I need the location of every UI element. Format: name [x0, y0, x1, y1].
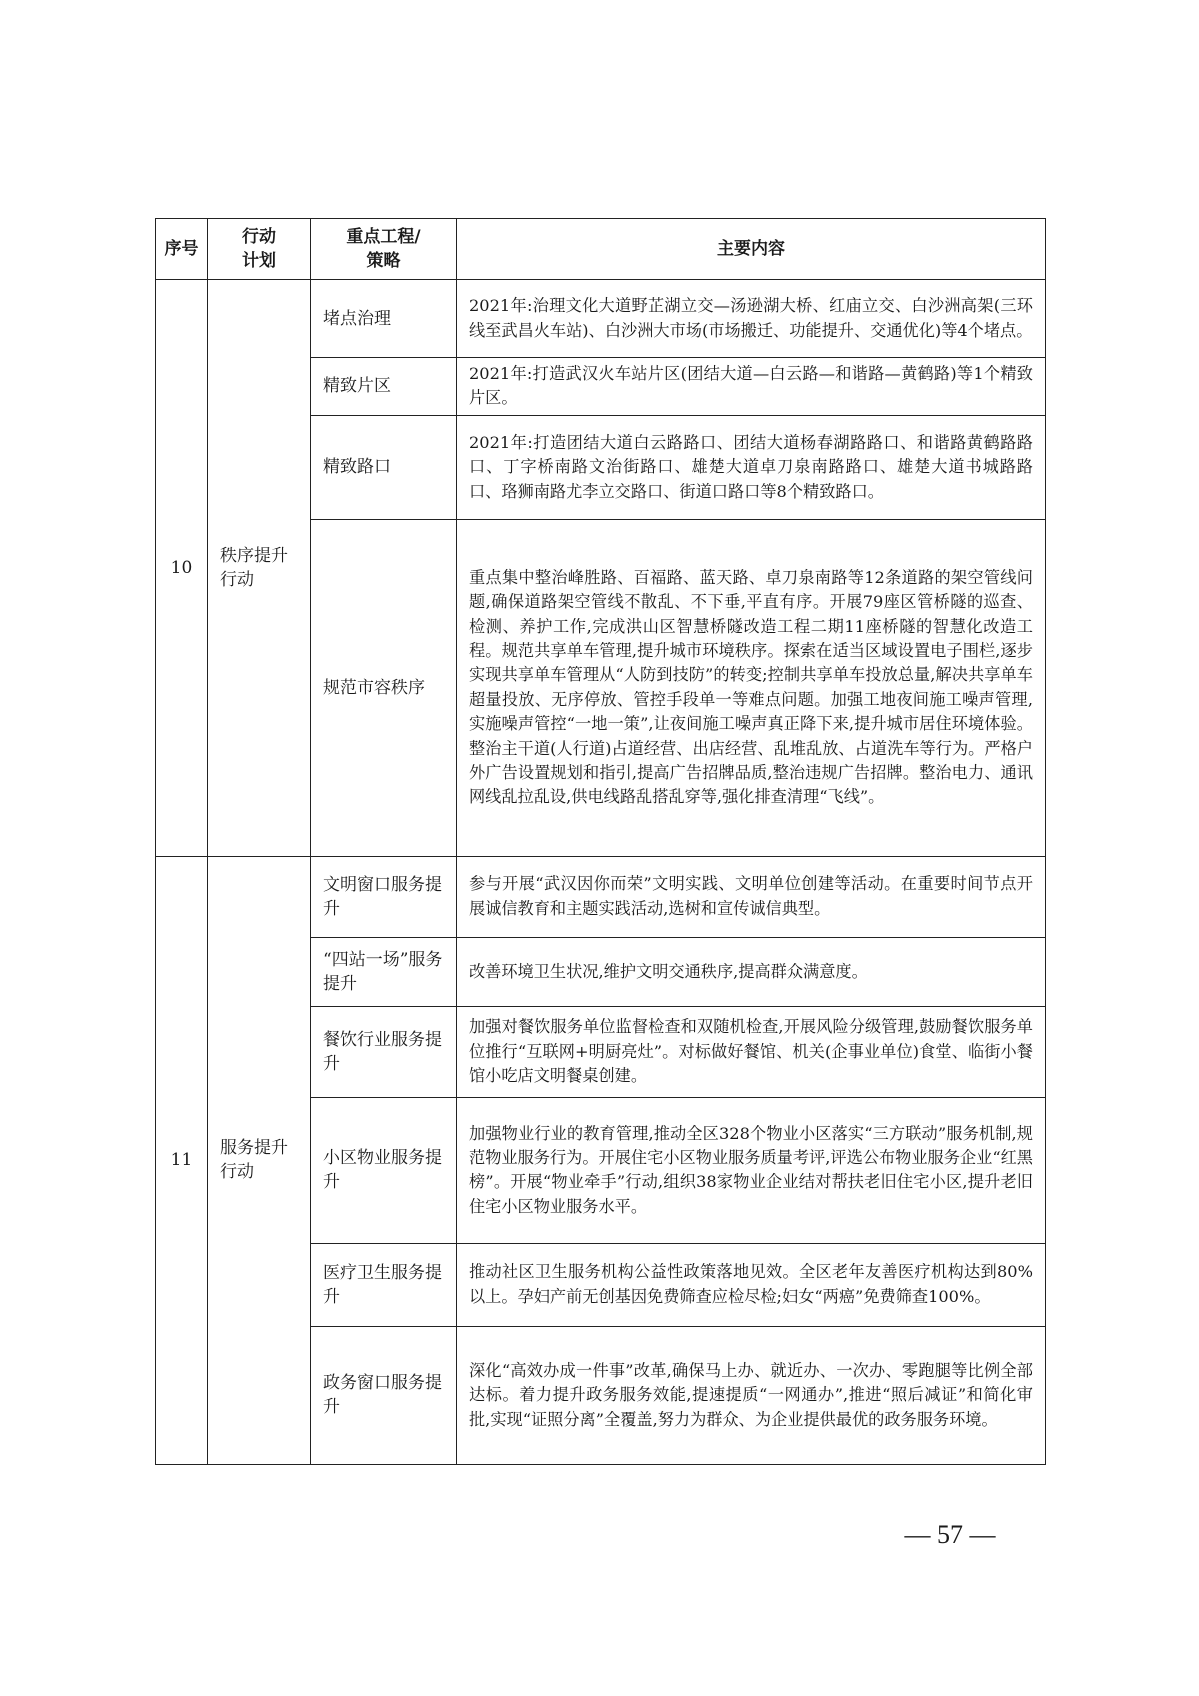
- seq-cell: 10: [156, 280, 208, 857]
- content-cell: 加强对餐饮服务单位监督检查和双随机检查,开展风险分级管理,鼓励餐饮服务单位推行“互联网+明厨亮灶”。对标做好餐馆、机关(企事业单位)食堂、临街小餐馆小吃店文明餐桌创建。: [457, 1006, 1046, 1097]
- action-cell: 秩序提升行动: [208, 280, 311, 857]
- project-cell: 餐饮行业服务提升: [311, 1006, 457, 1097]
- seq-cell: 11: [156, 856, 208, 1464]
- content-cell: 加强物业行业的教育管理,推动全区328个物业小区落实“三方联动”服务机制,规范物业服务行为。开展住宅小区物业服务质量考评,评选公布物业服务企业“红黑榜”。开展“物业牵手”行动,组织38家物业企业结对帮扶老旧住宅小区,提升老旧住宅小区物业服务水平。: [457, 1097, 1046, 1243]
- content-cell: 2021年:治理文化大道野芷湖立交—汤逊湖大桥、红庙立交、白沙洲高架(三环线至武昌火车站)、白沙洲大市场(市场搬迁、功能提升、交通优化)等4个堵点。: [457, 280, 1046, 358]
- project-cell: 堵点治理: [311, 280, 457, 358]
- project-cell: 医疗卫生服务提升: [311, 1243, 457, 1326]
- page-number: — 57 —: [904, 1520, 996, 1549]
- content-cell: 深化“高效办成一件事”改革,确保马上办、就近办、一次办、零跑腿等比例全部达标。着力提升政务服务效能,提速提质“一网通办”,推进“照后减证”和简化审批,实现“证照分离”全覆盖,努力为群众、为企业提供最优的政务服务环境。: [457, 1326, 1046, 1464]
- table-row: [156, 280, 1046, 358]
- header-seq: 序号: [156, 219, 208, 280]
- project-cell: “四站一场”服务提升: [311, 937, 457, 1006]
- content-cell: 推动社区卫生服务机构公益性政策落地见效。全区老年友善医疗机构达到80%以上。孕妇产前无创基因免费筛查应检尽检;妇女“两癌”免费筛查100%。: [457, 1243, 1046, 1326]
- content-table: [155, 218, 1046, 1465]
- content-cell: 2021年:打造团结大道白云路路口、团结大道杨春湖路路口、和谐路黄鹤路路口、丁字桥南路文治街路口、雄楚大道卓刀泉南路路口、雄楚大道书城路路口、珞狮南路尤李立交路口、街道口路口等8个精致路口。: [457, 415, 1046, 519]
- table-header-row: [156, 219, 1046, 280]
- header-project: 重点工程/ 策略: [311, 219, 457, 280]
- content-cell: 重点集中整治峰胜路、百福路、蓝天路、卓刀泉南路等12条道路的架空管线问题,确保道路架空管线不散乱、不下垂,平直有序。开展79座区管桥隧的巡查、检测、养护工作,完成洪山区智慧桥隧改造工程二期11座桥隧的智慧化改造工程。规范共享单车管理,提升城市环境秩序。探索在适当区域设置电子围栏,逐步实现共享单车管理从“人防到技防”的转变;控制共享单车投放总量,解决共享单车超量投放、无序停放、管控手段单一等难点问题。加强工地夜间施工噪声管理,实施噪声管控“一地一策”,让夜间施工噪声真正降下来,提升城市居住环境体验。整治主干道(人行道)占道经营、出店经营、乱堆乱放、占道洗车等行为。严格户外广告设置规划和指引,提高广告招牌品质,整治违规广告招牌。整治电力、通讯网线乱拉乱设,供电线路乱搭乱穿等,强化排查清理“飞线”。: [457, 519, 1046, 856]
- project-cell: 政务窗口服务提升: [311, 1326, 457, 1464]
- content-cell: 2021年:打造武汉火车站片区(团结大道—白云路—和谐路—黄鹤路)等1个精致片区。: [457, 358, 1046, 416]
- project-cell: 小区物业服务提升: [311, 1097, 457, 1243]
- action-cell: 服务提升行动: [208, 856, 311, 1464]
- content-cell: 参与开展“武汉因你而荣”文明实践、文明单位创建等活动。在重要时间节点开展诚信教育和主题实践活动,选树和宣传诚信典型。: [457, 856, 1046, 937]
- content-cell: 改善环境卫生状况,维护文明交通秩序,提高群众满意度。: [457, 937, 1046, 1006]
- project-cell: 精致片区: [311, 358, 457, 416]
- project-cell: 精致路口: [311, 415, 457, 519]
- project-cell: 文明窗口服务提升: [311, 856, 457, 937]
- project-cell: 规范市容秩序: [311, 519, 457, 856]
- header-content: 主要内容: [457, 219, 1046, 280]
- header-action: 行动 计划: [208, 219, 311, 280]
- table-row: [156, 856, 1046, 937]
